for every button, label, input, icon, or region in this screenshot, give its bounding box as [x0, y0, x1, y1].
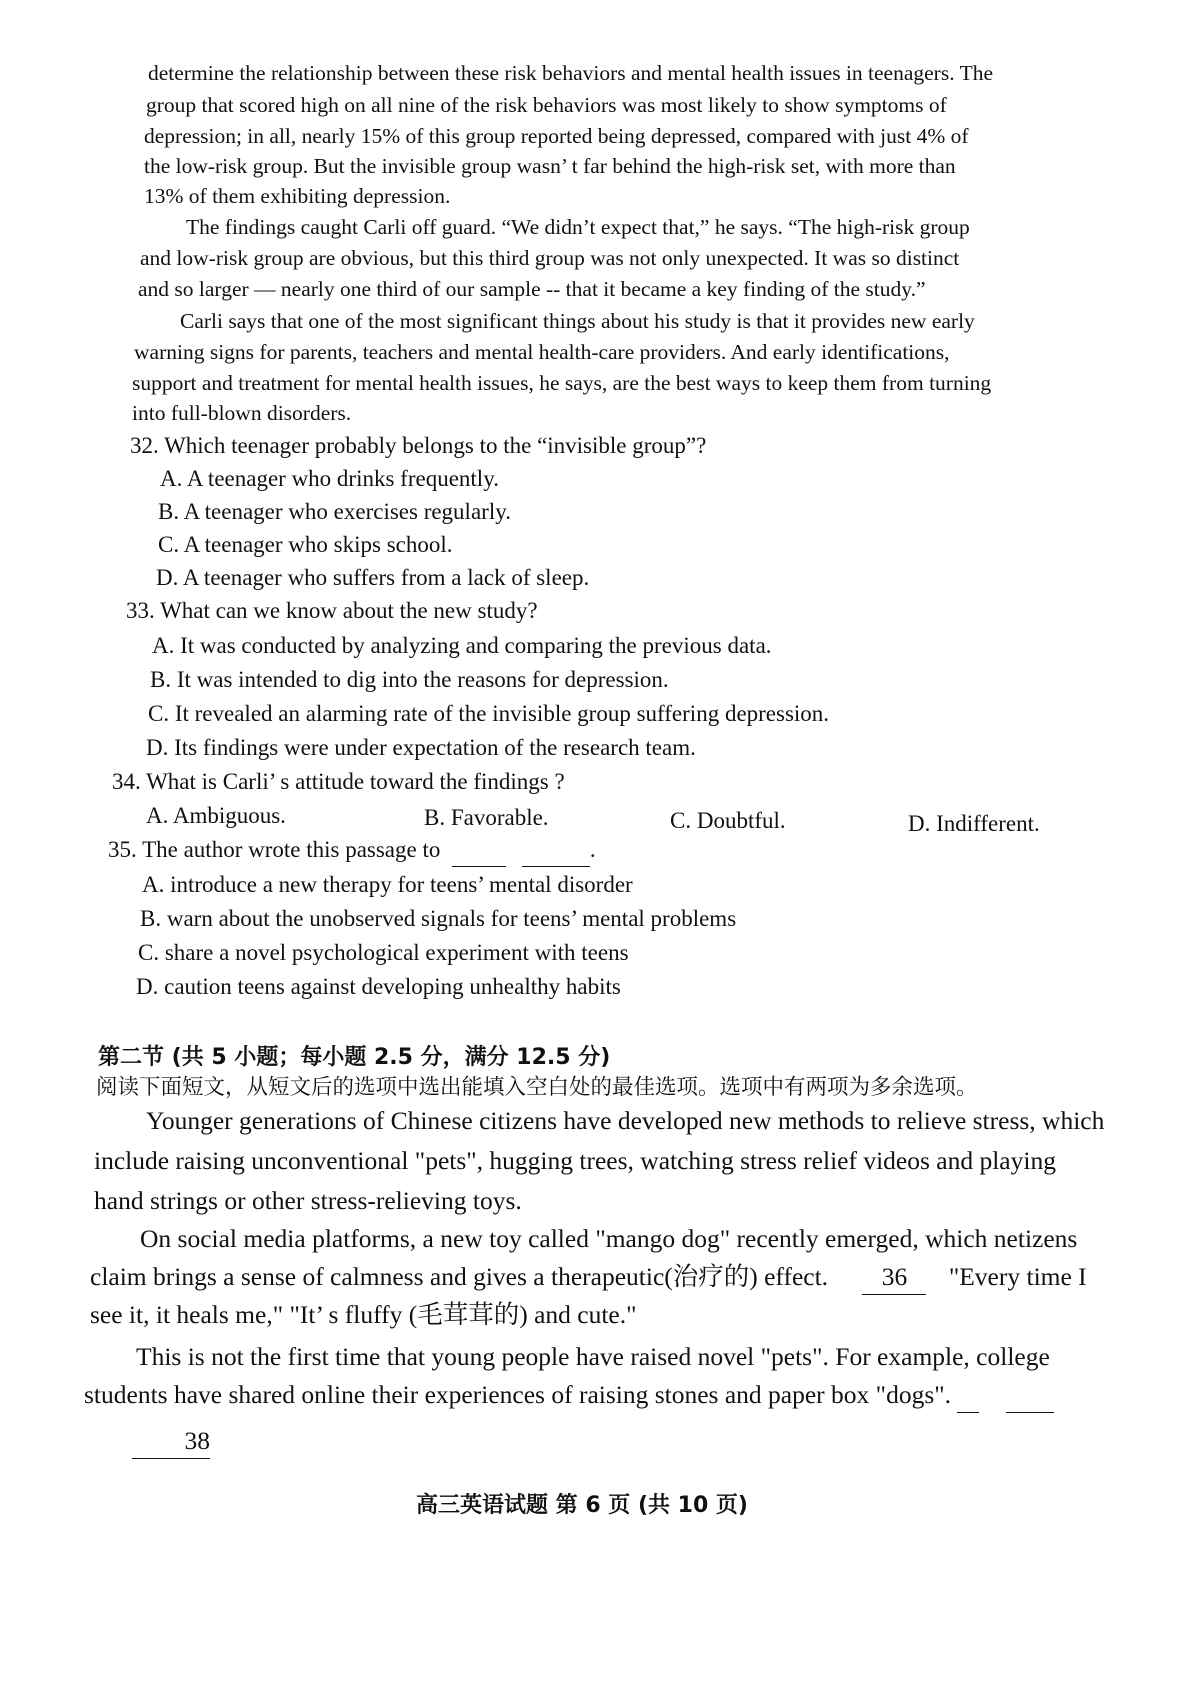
section-heading: 第二节 (共 5 小题；每小题 2.5 分，满分 12.5 分) [98, 1045, 611, 1070]
page-footer: 高三英语试题 第 6 页 (共 10 页) [416, 1493, 748, 1518]
answer-option: D. A teenager who suffers from a lack of sleep. [156, 565, 590, 590]
question-stem-text: 35. The author wrote this passage to [108, 837, 441, 862]
passage-line [132, 1424, 210, 1459]
answer-option: C. share a novel psychological experiment with teens [138, 940, 629, 965]
passage-line: support and treatment for mental health issues, he says, are the best ways to keep them from turning [132, 371, 992, 395]
answer-option: B. A teenager who exercises regularly. [158, 499, 511, 524]
passage-line: Carli says that one of the most significant things about his study is that it provides new early [180, 309, 975, 333]
passage-line: depression; in all, nearly 15% of this group reported being depressed, compared with just 4% of [144, 124, 969, 148]
passage-line: into full-blown disorders. [132, 401, 352, 425]
passage-text: "Every time I [948, 1262, 1087, 1291]
question-stem [108, 834, 596, 867]
answer-option: D. caution teens against developing unhealthy habits [136, 974, 621, 999]
question-stem: 33. What can we know about the new study? [126, 598, 538, 623]
answer-option: C. Doubtful. [670, 808, 786, 833]
passage-line: Younger generations of Chinese citizens have developed new methods to relieve stress, which [146, 1106, 1105, 1135]
answer-option: B. Favorable. [424, 805, 549, 830]
answer-option: C. It revealed an alarming rate of the invisible group suffering depression. [148, 701, 830, 726]
passage-line: warning signs for parents, teachers and mental health-care providers. And early identifications, [134, 340, 950, 364]
answer-blank [957, 1378, 979, 1413]
passage-text: claim brings a sense of calmness and gives a therapeutic(治疗的) effect. [90, 1262, 829, 1291]
answer-option: B. warn about the unobserved signals for teens’ mental problems [140, 906, 737, 931]
question-stem-end: . [589, 837, 596, 862]
answer-blank [452, 834, 506, 867]
passage-line: the low-risk group. But the invisible group wasn’ t far behind the high-risk set, with more than [144, 154, 956, 178]
answer-option: C. A teenager who skips school. [158, 532, 453, 557]
passage-line: see it, it heals me," "It’ s fluffy (毛茸茸的) and cute." [90, 1300, 637, 1329]
answer-blank [522, 834, 590, 867]
answer-blank-36: 36 [862, 1260, 926, 1295]
passage-line [90, 1260, 1087, 1295]
passage-line: On social media platforms, a new toy called "mango dog" recently emerged, which netizens [140, 1224, 1078, 1253]
passage-line: The findings caught Carli off guard. “We didn’t expect that,” he says. “The high-risk group [186, 215, 970, 239]
answer-option: B. It was intended to dig into the reasons for depression. [150, 667, 669, 692]
answer-option: A. It was conducted by analyzing and comparing the previous data. [152, 633, 772, 658]
passage-line: group that scored high on all nine of the risk behaviors was most likely to show symptoms of [146, 93, 947, 117]
passage-line: hand strings or other stress-relieving toys. [94, 1186, 522, 1215]
passage-line: include raising unconventional "pets", hugging trees, watching stress relief videos and playing [94, 1146, 1056, 1175]
answer-option: D. Indifferent. [908, 811, 1040, 836]
question-stem: 34. What is Carli’ s attitude toward the findings ? [112, 769, 565, 794]
answer-option: A. Ambiguous. [146, 803, 286, 828]
passage-line: and so larger — nearly one third of our sample -- that it became a key finding of the study.” [138, 277, 926, 301]
passage-line: determine the relationship between these risk behaviors and mental health issues in teenagers. The [148, 61, 993, 85]
passage-line [84, 1378, 1054, 1413]
section-instruction: 阅读下面短文，从短文后的选项中选出能填入空白处的最佳选项。选项中有两项为多余选项。 [96, 1075, 978, 1100]
answer-option: D. Its findings were under expectation of the research team. [146, 735, 696, 760]
passage-text: students have shared online their experiences of raising stones and paper box "dogs". [84, 1380, 952, 1409]
answer-blank [1006, 1378, 1054, 1413]
passage-line: and low-risk group are obvious, but this third group was not only unexpected. It was so distinct [140, 246, 960, 270]
passage-line: This is not the first time that young people have raised novel "pets". For example, college [136, 1342, 1050, 1371]
answer-blank-38: 38 [132, 1424, 210, 1459]
question-stem: 32. Which teenager probably belongs to the “invisible group”? [130, 433, 707, 458]
passage-line: 13% of them exhibiting depression. [144, 184, 451, 208]
answer-option: A. introduce a new therapy for teens’ mental disorder [142, 872, 633, 897]
answer-option: A. A teenager who drinks frequently. [160, 466, 499, 491]
